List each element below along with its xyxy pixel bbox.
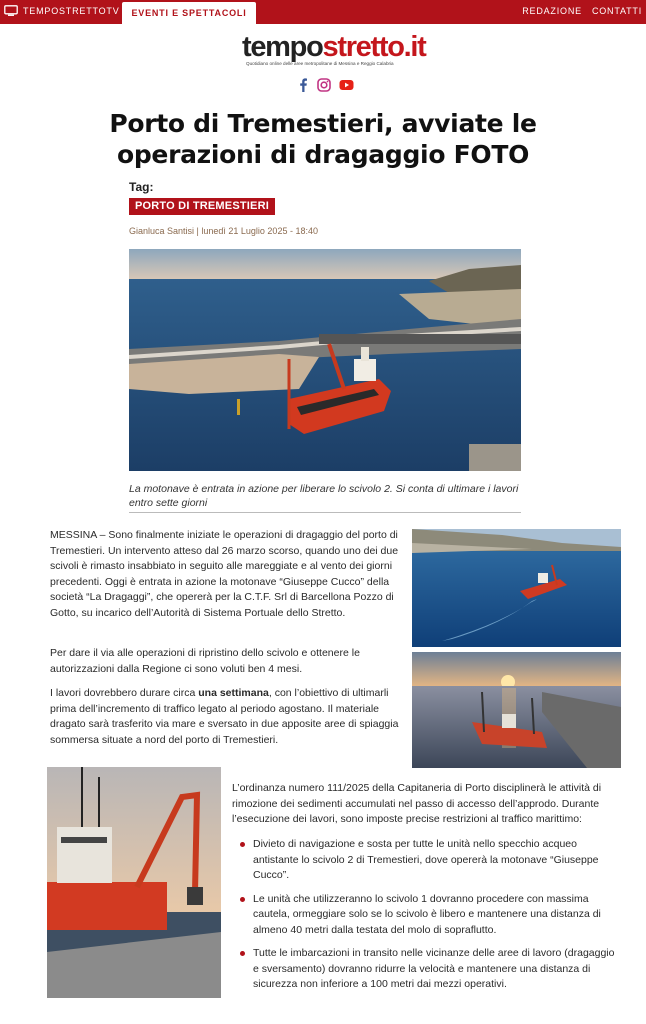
caption-divider	[129, 512, 521, 513]
contatti-link[interactable]: CONTATTI	[591, 6, 642, 16]
rule-text: Tutte le imbarcazioni in transito nelle vicinanze delle aree di lavoro (dragaggio e sversamento) dovranno ridurre la velocità e mantenere una distanza di sicurezza non inferiore a 100 metri dai mezzi operativi.	[253, 947, 615, 990]
paragraph-duration-bold: una settimana	[198, 687, 269, 699]
paragraph-duration-text-b: , con l’obiettivo di ultimarli prima dell’incremento di traffico legato al periodo agostano. Il materiale dragato sarà trasferito via mare e sversato in due apposite aree di spiaggia sommersa situate a nord del porto di Tremestieri.	[50, 687, 399, 746]
social-links	[297, 78, 354, 92]
bullet-dot	[240, 951, 245, 956]
rule-text: Le unità che utilizzeranno lo scivolo 1 dovranno procedere con massima cautela, ormeggiare solo se lo scivolo è libero e mantenere una distanza di almeno 40 metri dalla testata del molo di sopraflutto.	[253, 892, 601, 936]
tv-label: TEMPOSTRETTOTV	[23, 5, 120, 16]
tempostretto-tv-link[interactable]	[4, 5, 120, 16]
paragraph-intro: MESSINA – Sono finalmente iniziate le operazioni di dragaggio del porto di Tremestieri. Un intervento atteso dal 26 marzo scorso, quando uno dei due scivoli è rimasto insabbiato in seguito alle mareggiate e al vento dei giorni precedenti. Oggi è entrata in azione la motonave “Giuseppe Cucco” della società “La Dragaggi”, che opererà per la C.T.F. Srl di Barcellona Pozzo di Gotto, su incarico dell’Autorità di Sistema Portuale dello Stretto.	[50, 529, 399, 619]
bullet-dot	[240, 897, 245, 902]
paragraph-authorizations: Per dare il via alle operazioni di ripristino dello scivolo e ottenere le autorizzazioni dalla Regione ci sono voluti ben 4 mesi.	[50, 647, 360, 675]
bullet-dot	[240, 842, 245, 847]
tab-eventi-e-spettacoli[interactable]: EVENTI E SPETTACOLI	[122, 2, 256, 24]
hero-caption: La motonave è entrata in azione per liberare lo scivolo 2. Si conta di ultimare i lavori entro sette giorni	[129, 483, 519, 509]
article-title: Porto di Tremestieri, avviate le operazioni di dragaggio FOTO	[109, 109, 537, 169]
facebook-icon[interactable]	[297, 78, 309, 92]
paragraph-duration-text-a: I lavori dovrebbero durare circa	[50, 687, 199, 699]
byline: Gianluca Santisi | lunedì 21 Luglio 2025 - 18:40	[129, 226, 318, 236]
traffic-restrictions-list	[240, 837, 622, 1001]
paragraph-duration	[50, 686, 400, 748]
list-item	[240, 946, 622, 993]
youtube-icon[interactable]	[339, 79, 354, 91]
top-bar	[0, 0, 646, 24]
instagram-icon[interactable]	[317, 78, 331, 92]
redazione-link[interactable]: REDAZIONE	[522, 6, 582, 16]
paragraph-ordinance: L’ordinanza numero 111/2025 della Capitaneria di Porto disciplinerà le attività di rimozione dei sedimenti accumulati nel passo di accesso dell’approdo. Durante l’esecuzione dei lavori, sono imposte precise restrizioni al traffico marittimo:	[232, 782, 602, 825]
tag-label: Tag:	[129, 180, 154, 194]
hero-photo-dredger-in-port[interactable]	[129, 249, 521, 471]
list-item	[240, 892, 622, 939]
tag-porto-di-tremestieri[interactable]: PORTO DI TREMESTIERI	[129, 198, 275, 215]
photo-dredger-at-sunset[interactable]	[412, 652, 621, 768]
photo-dredger-at-sea[interactable]	[412, 529, 621, 647]
logo-tagline: Quotidiano online delle aree metropolitane di Messina e Reggio Calabria	[246, 61, 394, 66]
site-logo[interactable]	[242, 31, 426, 66]
photo-dredger-crane-dock[interactable]	[47, 767, 221, 998]
logo-part-stretto: stretto.it	[322, 31, 426, 63]
tv-icon	[4, 5, 18, 16]
rule-text: Divieto di navigazione e sosta per tutte le unità nello specchio acqueo antistante lo scivolo 2 di Tremestieri, dove opererà la motonave “Giuseppe Cucco”.	[253, 838, 599, 881]
list-item	[240, 837, 622, 884]
logo-part-tempo: tempo	[242, 31, 323, 63]
